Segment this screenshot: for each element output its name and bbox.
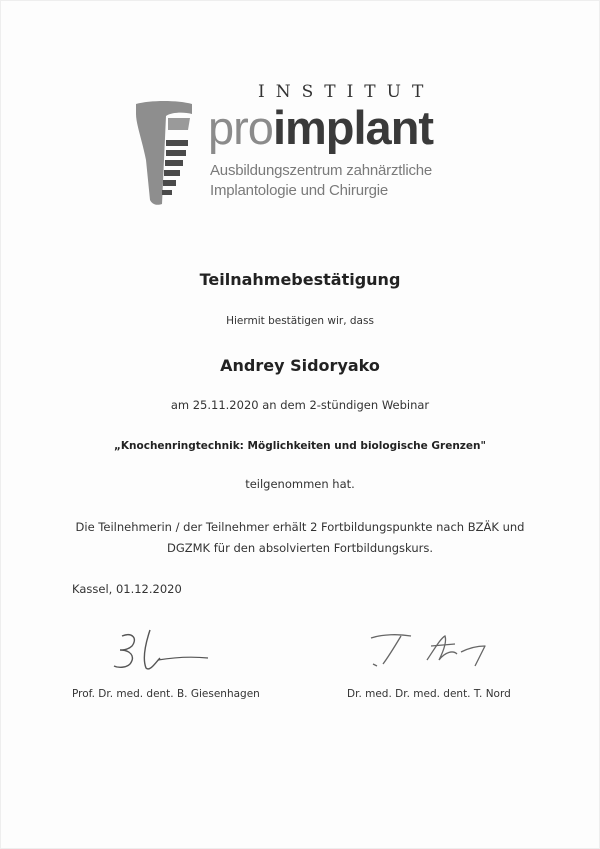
signer-left-name: Prof. Dr. med. dent. B. Giesenhagen: [72, 688, 260, 700]
institute-subtitle-line1: Ausbildungszentrum zahnärztliche: [210, 162, 433, 179]
tooth-implant-icon: [132, 100, 196, 208]
signature-right: [365, 630, 495, 674]
brand-pro: pro: [208, 101, 273, 154]
participated-text: teilgenommen hat.: [245, 477, 355, 491]
institute-subtitle-line2: Implantologie und Chirurgie: [210, 182, 389, 199]
intro-text: Hiermit bestätigen wir, dass: [226, 315, 374, 327]
institut-label: INSTITUT: [258, 82, 435, 102]
signer-right-name: Dr. med. Dr. med. dent. T. Nord: [347, 688, 511, 700]
institute-header: [0, 0, 600, 230]
webinar-date-line: am 25.11.2020 an dem 2-stündigen Webinar: [170, 398, 430, 412]
points-text-line1: Die Teilnehmerin / der Teilnehmer erhält 2 Fortbildungspunkte nach BZÄK und: [75, 520, 525, 534]
place-date: Kassel, 01.12.2020: [72, 582, 182, 596]
brand-logo-text: [208, 101, 434, 154]
participant-name: Andrey Sidoryako: [220, 356, 380, 375]
signature-left: [108, 628, 218, 676]
certificate-title: Teilnahmebestätigung: [199, 270, 401, 289]
brand-implant: implant: [272, 101, 434, 154]
points-text-line2: DGZMK für den absolvierten Fortbildungskurs.: [166, 541, 433, 555]
webinar-title: „Knochenringtechnik: Möglichkeiten und biologische Grenzen": [114, 440, 486, 452]
